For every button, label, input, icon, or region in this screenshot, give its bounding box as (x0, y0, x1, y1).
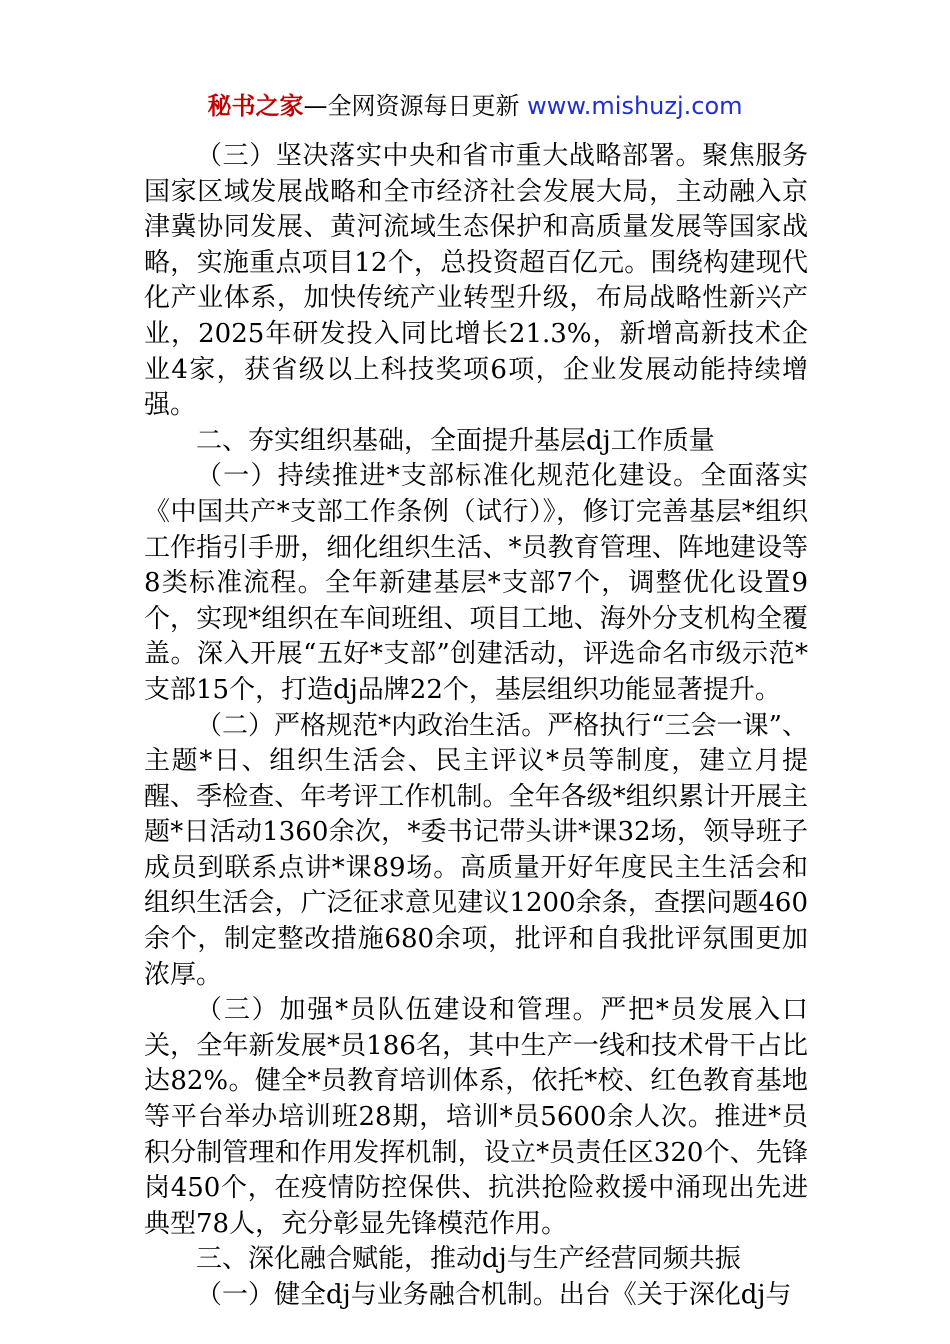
paragraph-political-life: （二）严格规范*内政治生活。严格执行“三会一课”、主题*日、组织生活会、民主评议*员等制度，建立月提醒、季检查、年考评工作机制。全年各级*组织累计开展主题*日活动1360余次，*委书记带头讲*课32场，领导班子成员到联系点讲*课89场。高质量开好年度民主生活会和组织生活会，广泛征求意见建议1200余条，查摆问题460余个，制定整改措施680余项，批评和自我批评氛围更加浓厚。 (144, 710, 808, 990)
section-heading-three: 三、深化融合赋能，推动dj与生产经营同频共振 (196, 1244, 741, 1275)
site-brand: 秘书之家 (207, 92, 304, 120)
site-header (0, 88, 950, 124)
site-url-link[interactable]: www.mishuzj.com (527, 92, 743, 120)
paragraph-integration-mechanism: （一）健全dj与业务融合机制。出台《关于深化dj与 (196, 1280, 792, 1310)
site-tagline: —全网资源每日更新 (303, 92, 520, 120)
paragraph-member-management: （三）加强*员队伍建设和管理。严把*员发展入口关，全年新发展*员186名，其中生产一线和技术骨干占比达82%。健全*员教育培训体系，依托*校、红色教育基地等平台举办培训班28期，培训*员5600余人次。推进*员积分制管理和作用发挥机制，设立*员责任区320个、先锋岗450个，在疫情防控保供、抗洪抢险救援中涌现出先进典型78人，充分彰显先锋模范作用。 (144, 995, 808, 1239)
paragraph-strategy: （三）坚决落实中央和省市重大战略部署。聚焦服务国家区域发展战略和全市经济社会发展大局，主动融入京津冀协同发展、黄河流域生态保护和高质量发展等国家战略，实施重点项目12个，总投资超百亿元。围绕构建现代化产业体系，加快传统产业转型升级，布局战略性新兴产业，2025年研发投入同比增长21.3%，新增高新技术企业4家，获省级以上科技奖项6项，企业发展动能持续增强。 (144, 141, 808, 421)
section-heading-two: 二、夯实组织基础，全面提升基层dj工作质量 (196, 425, 715, 456)
paragraph-branch-standardization: （一）持续推进*支部标准化规范化建设。全面落实《中国共产*支部工作条例（试行）》，修订完善基层*组织工作指引手册，细化组织生活、*员教育管理、阵地建设等8类标准流程。全年新建基层*支部7个，调整优化设置9个，实现*组织在车间班组、项目工地、海外分支机构全覆盖。深入开展“五好*支部”创建活动，评选命名市级示范*支部15个，打造dj品牌22个，基层组织功能显著提升。 (144, 461, 808, 705)
document-body (144, 139, 808, 1314)
